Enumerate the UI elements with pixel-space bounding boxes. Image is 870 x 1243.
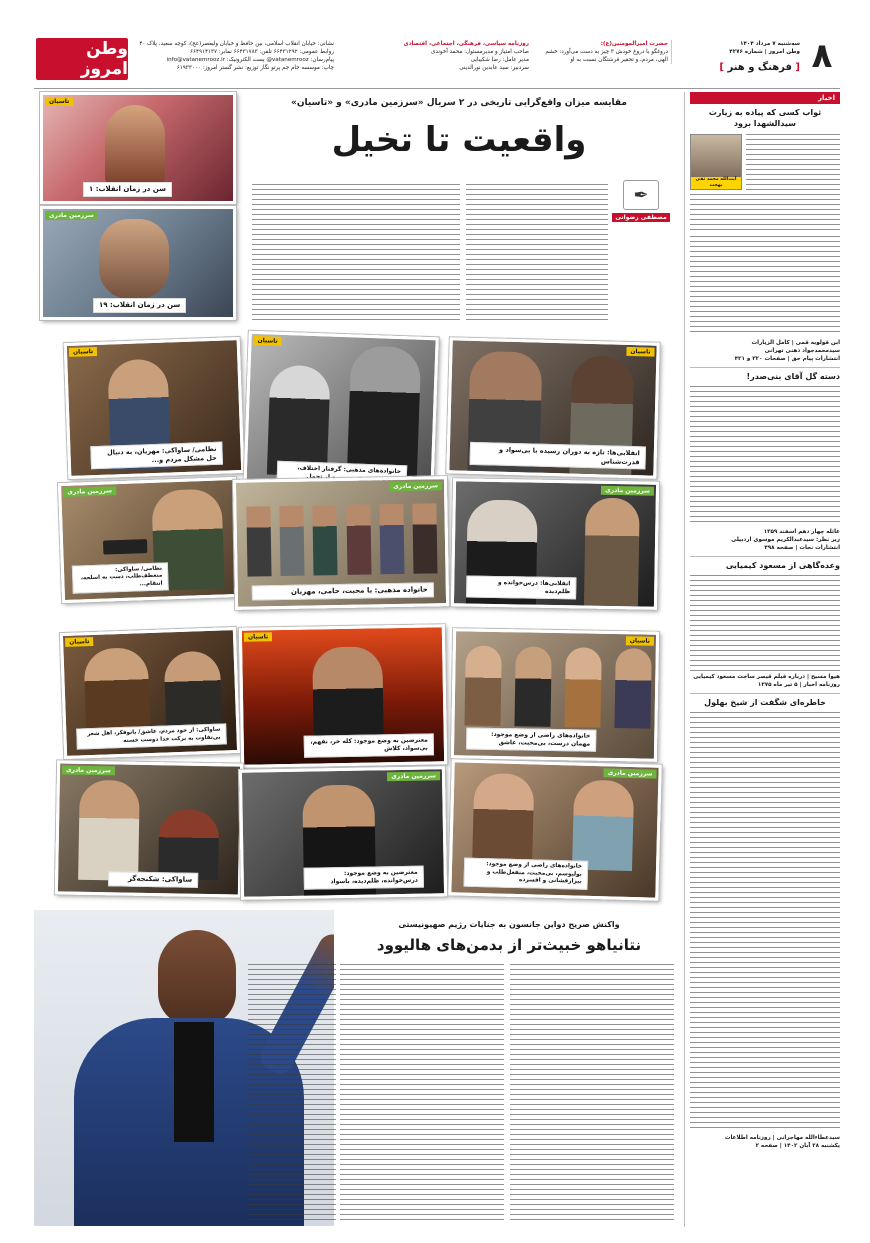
g12-figure-b xyxy=(572,779,634,871)
page-header-box xyxy=(690,36,840,86)
page-number: ۸ xyxy=(811,36,833,76)
sidebar xyxy=(690,92,840,1227)
g10-caption: ساواکی: شکنجه‌گر xyxy=(108,871,198,888)
bottom-headline[interactable]: نتانیاهو خبیث‌تر از بدمن‌های هالیوود xyxy=(376,936,642,954)
gallery-photo-3[interactable] xyxy=(446,337,659,478)
actress-face xyxy=(105,105,165,187)
g10-figure-b xyxy=(158,809,219,880)
g4-caption: نظامی/ ساواکی: منعطف‌طلب، دست به اسلحه، انتقام... xyxy=(72,563,169,594)
g2-tag: تاسیان xyxy=(253,336,282,346)
news3-title[interactable]: وعده‌گاهی از مسعود کیمیایی xyxy=(725,561,840,571)
g11-caption: معترضین به وضع موجود: درس‌خوانده، ظلم‌دیده، باسواد xyxy=(304,866,424,890)
bottom-col-1 xyxy=(510,964,674,1220)
actor-face xyxy=(99,219,169,299)
masthead-address xyxy=(134,40,334,72)
news4-source-line2: یکشنبه ۲۸ آبان ۱۴۰۲ | صفحه ۲ xyxy=(755,1142,840,1149)
sidebar-separator xyxy=(684,92,685,1227)
news1-body-cont xyxy=(690,194,840,234)
g9-tag: تاسیان xyxy=(626,636,654,645)
g7-figure xyxy=(83,647,150,729)
bottom-kicker: واکنش صریح دواین جانسون به جنایات رژیم صهیونیستی xyxy=(398,920,620,929)
news3-body xyxy=(690,575,840,671)
g4-tag: سرزمین مادری xyxy=(63,486,116,497)
g2-figure-a xyxy=(267,365,331,477)
g12-caption: خانواده‌های راضی از وضع موجود: بولیوسم، بی‌محبت، منفعل‌طلب و بیزارفشانی و اقسرده xyxy=(463,858,588,890)
g7-caption: ساواکی: از خود مردم، عاشق/ بانوفکر، اهل شعر بی‌تفاوت به برکت خدا دوست خسته xyxy=(76,724,227,750)
gallery-photo-9[interactable] xyxy=(451,628,659,762)
p1-caption: سن در زمان انقلاب: ۱ xyxy=(83,182,172,197)
paper-type: روزنامه سیاسی، فرهنگی، اجتماعی، اقتصادی xyxy=(403,41,529,47)
g8-caption: معترضین به وضع موجود: کله خر، نفهم، بی‌سواد، کلاش xyxy=(304,734,434,758)
news1-title[interactable]: ثواب کسی که پیاده به زیارت سیدالشهدا برود xyxy=(708,108,822,128)
site-line: پیام‌رسان: vatanemrooz@ پست الکترونیک: info@vatanemrooz.ir xyxy=(166,57,334,64)
news4-title[interactable]: خاطره‌ای شگفت از شیخ بهلول xyxy=(704,698,826,708)
news2-title[interactable]: دسته گل آقای بنی‌صدر! xyxy=(746,371,840,381)
g11-tag: سرزمین مادری xyxy=(387,771,440,781)
news4-body xyxy=(690,712,840,1132)
gallery-photo-2[interactable] xyxy=(243,331,438,498)
actor-shirt xyxy=(174,1022,214,1142)
masthead-staff xyxy=(339,40,529,72)
article-col-1 xyxy=(466,184,608,324)
quote-title: حضرت امیرالمومنین(ع): xyxy=(600,41,668,47)
news3-source-line1: هیوا مسیح | درباره فیلم قیصر ساخت مسعود کیمیایی xyxy=(693,673,840,680)
g6-caption: انقلابی‌ها: درس‌خوانده و ظلم‌دیده xyxy=(466,576,576,600)
author-portrait xyxy=(690,134,742,190)
bottom-article xyxy=(34,906,680,1226)
g10-figure-a xyxy=(78,780,140,881)
g6-figure-b xyxy=(584,498,640,607)
g7-figure-b xyxy=(164,651,223,727)
gallery-photo-1[interactable] xyxy=(64,337,245,479)
news1-source-line1: ابن قولویه قمی | کامل الزیارات xyxy=(751,339,840,346)
g3-tag: تاسیان xyxy=(626,347,654,357)
main-kicker: مقایسه میزان واقع‌گرایی تاریخی در ۲ سریال «سرزمین مادری» و «تاسیان» xyxy=(291,98,627,108)
licensee: صاحب امتیاز و مدیرمسئول: محمد آخوندی xyxy=(431,49,529,56)
header-rule xyxy=(34,88,840,89)
section-name: فرهنگ و هنر xyxy=(727,62,792,73)
article-col-2 xyxy=(252,184,460,324)
news4-source xyxy=(690,1134,840,1150)
gallery-photo-11[interactable] xyxy=(239,766,447,900)
logo-text: وطن امروز xyxy=(80,39,128,79)
news3-source xyxy=(690,673,840,689)
news2-body xyxy=(690,386,840,526)
news1-source-line2: سیدمحمدجواد ذهنی تهرانی xyxy=(764,347,840,354)
g1-tag: تاسیان xyxy=(69,347,98,357)
g9-figures xyxy=(464,645,651,728)
actor-head xyxy=(158,930,236,1026)
g2-caption: خانواده‌های مذهبی: گرفتار اختلاف، تحمل xyxy=(277,461,408,487)
g10-tag: سرزمین مادری xyxy=(62,765,115,775)
g9-caption: خانواده‌های راضی از وضع موجود: مهمان درست، بی‌محبت، عاشق xyxy=(466,728,596,752)
news2-source-line3: انتشارات نجات | صفحه ۴۹۸ xyxy=(764,544,840,551)
tag-sarzamin: سرزمین مادری xyxy=(45,211,98,220)
actress-photo[interactable] xyxy=(40,92,236,204)
g2-figure-b xyxy=(347,345,421,477)
news3-source-line2: روزنامه اخبار | ۵ تیر ماه ۱۳۷۵ xyxy=(757,681,840,688)
g5-tag: سرزمین مادری xyxy=(389,481,442,491)
news1-body xyxy=(746,134,840,190)
author-badge xyxy=(612,180,670,228)
tag-tasian: تاسیان xyxy=(45,97,73,106)
portrait-caption: آیت‌الله محمد تقی بهجت xyxy=(691,177,741,189)
section-label: [ فرهنگ و هنر ] xyxy=(719,62,800,73)
author-name: مصطفی رضوانی xyxy=(612,213,670,222)
newspaper-logo[interactable] xyxy=(36,38,128,80)
quote-text: دروغگو با دروغ خودش ۳ چیز به دست می‌آورد: خشم الهی، مردم، و تحقیر فرشتگان نسبت به او xyxy=(545,49,668,64)
g5-caption: خانواده مذهبی: با محبت، حامی، مهربان xyxy=(252,582,434,600)
gallery-photo-5[interactable] xyxy=(233,476,449,610)
gallery-photo-6[interactable] xyxy=(451,478,659,610)
news1-source xyxy=(690,339,840,363)
g5-family-row xyxy=(246,503,437,576)
issue-date xyxy=(692,40,800,56)
g6-tag: سرزمین مادری xyxy=(601,486,654,496)
g4-pistol-icon xyxy=(103,539,147,555)
g1-caption: نظامی/ ساواکی: مهربان، به دنبال حل مشکل مردم و... xyxy=(90,442,223,469)
gallery-photo-4[interactable] xyxy=(58,477,240,603)
issue-text: وطن امروز | شماره ۴۲۷۶ xyxy=(729,49,800,56)
bottom-col-2 xyxy=(340,964,504,1220)
date-text: سه‌شنبه ۷ مرداد ۱۴۰۴ xyxy=(740,41,800,47)
pen-icon: ✒ xyxy=(623,180,659,210)
g3-caption: انقلابی‌ها: تازه به دوران رسیده با بی‌سواد و قدرت‌شناس xyxy=(469,442,646,469)
gallery-photo-8[interactable] xyxy=(239,624,447,768)
news1-source-line3: انتشارات پیام حق | صفحات ۳۲۰ و ۴۲۱ xyxy=(734,355,840,362)
news4-source-line1: سیدعطاءالله مهاجرانی | روزنامه اطلاعات xyxy=(724,1134,840,1141)
editor: مدیر عامل: رضا شکیبایی xyxy=(470,57,529,64)
actor-photo[interactable] xyxy=(40,206,236,320)
p2-caption: سن در زمان انقلاب: ۱۹ xyxy=(93,298,186,313)
g7-tag: تاسیان xyxy=(65,637,94,647)
g12-tag: سرزمین مادری xyxy=(604,768,657,778)
print-line: چاپ: موسسه جام جم پرتو نگار توزیع: نشر گستر امروز: ۶۱۹۳۳۰۰۰ xyxy=(176,65,334,72)
quote-box xyxy=(534,40,672,64)
gallery-photo-7[interactable] xyxy=(60,627,240,759)
g12-figure-a xyxy=(472,773,534,865)
bottom-col-3 xyxy=(248,964,336,1220)
news2-source-line1: عائله چهار دهم اسفند ۱۳۵۹ xyxy=(763,528,840,535)
chief-editor: سردبیر: سید عابدین نورالدینی xyxy=(459,65,529,72)
address-line: نشانی: خیابان انقلاب اسلامی، بین حافظ و خیابان ولیعصر(عج)، کوچه سعید، پلاک ۴۰ xyxy=(139,41,334,47)
news2-source xyxy=(690,528,840,552)
masthead xyxy=(34,36,674,84)
gallery-photo-12[interactable] xyxy=(448,759,661,900)
phones-line: روابط عمومی: ۶۶۴۳۱۲۹۲ تلفن: ۶۶۴۳۱۷۸۳ نمابر: ۶۶۴۹۱۴۱۳۷ xyxy=(189,49,334,56)
news-label: اخبار xyxy=(690,92,840,104)
main-headline[interactable]: واقعیت تا تخیل xyxy=(331,120,587,160)
news2-source-line2: زیر نظر: سیدعبدالکریم موسوی اردبیلی xyxy=(731,536,840,543)
g8-tag: تاسیان xyxy=(244,632,272,641)
gallery-photo-10[interactable] xyxy=(55,760,243,897)
news1-body-more xyxy=(690,236,840,336)
